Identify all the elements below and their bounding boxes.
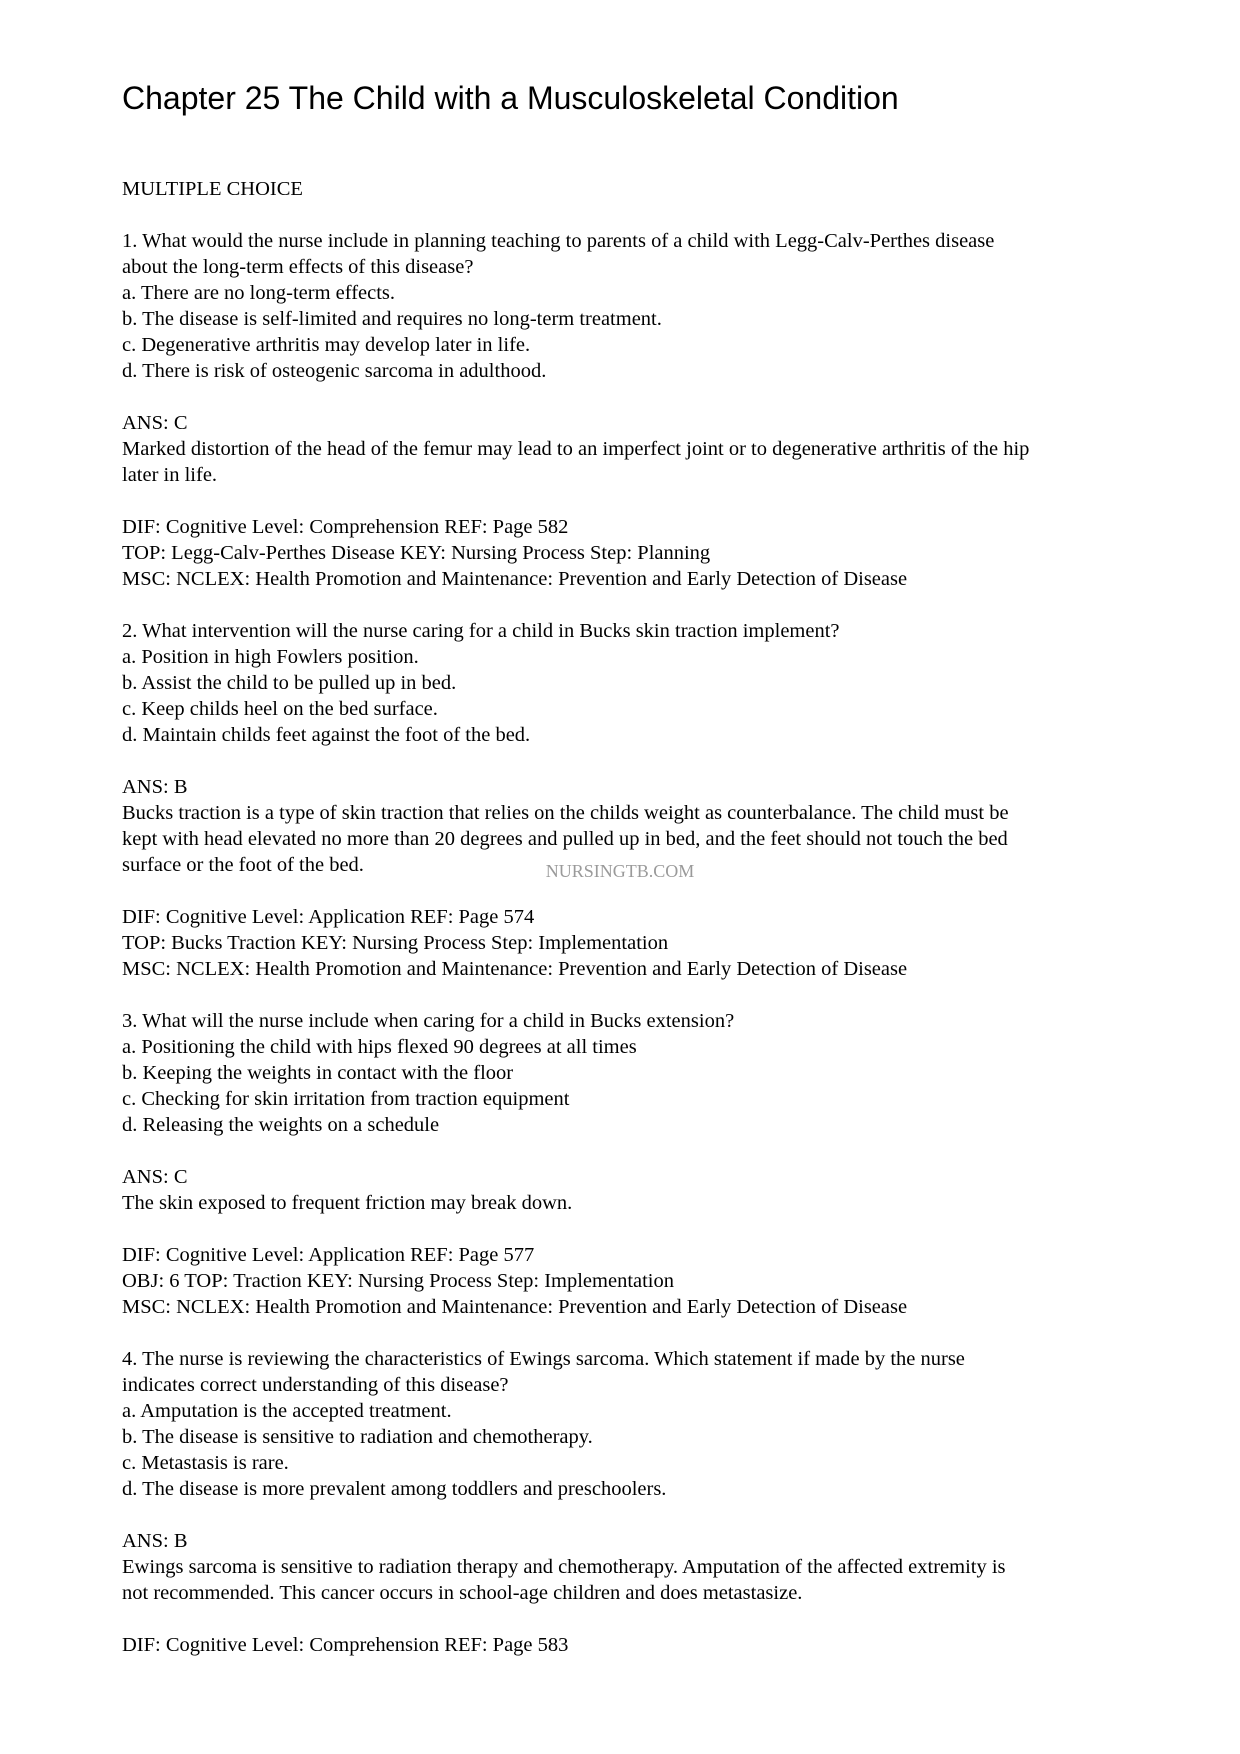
answer-option: d. Releasing the weights on a schedule	[122, 1114, 440, 1136]
question-1	[122, 228, 1122, 384]
rationale-text: later in life.	[122, 464, 218, 486]
answer-rationale	[122, 410, 1122, 488]
question-metadata	[122, 1242, 1122, 1320]
rationale-text: Bucks traction is a type of skin traction that relies on the childs weight as counterbalance. The child must be	[122, 802, 1009, 824]
answer-option: c. Keep childs heel on the bed surface.	[122, 698, 438, 720]
answer-rationale	[122, 1164, 1122, 1216]
metadata-line: TOP: Bucks Traction KEY: Nursing Process Step: Implementation	[122, 932, 669, 954]
rationale-text: Marked distortion of the head of the femur may lead to an imperfect joint or to degenerative arthritis of the hip	[122, 438, 1030, 460]
answer-option: c. Degenerative arthritis may develop later in life.	[122, 334, 531, 356]
question-3	[122, 1008, 1122, 1138]
rationale-text: kept with head elevated no more than 20 degrees and pulled up in bed, and the feet should not touch the bed	[122, 828, 1008, 850]
question-list	[122, 228, 1122, 1658]
rationale-text: not recommended. This cancer occurs in school-age children and does metastasize.	[122, 1582, 803, 1604]
answer-key: ANS: B	[122, 1530, 188, 1552]
question-stem: 4. The nurse is reviewing the characteristics of Ewings sarcoma. Which statement if made by the nurse	[122, 1348, 965, 1370]
section-heading: MULTIPLE CHOICE	[122, 178, 303, 200]
answer-option: c. Metastasis is rare.	[122, 1452, 289, 1474]
rationale-text: surface or the foot of the bed.	[122, 854, 364, 876]
answer-rationale	[122, 1528, 1122, 1606]
watermark: NURSINGTB.COM	[545, 861, 695, 881]
metadata-line: TOP: Legg-Calv-Perthes Disease KEY: Nursing Process Step: Planning	[122, 542, 711, 564]
answer-option: b. Keeping the weights in contact with the floor	[122, 1062, 514, 1084]
answer-option: d. The disease is more prevalent among toddlers and preschoolers.	[122, 1478, 667, 1500]
question-stem: 1. What would the nurse include in planning teaching to parents of a child with Legg-Calv-Perthes disease	[122, 230, 995, 252]
answer-option: a. Amputation is the accepted treatment.	[122, 1400, 452, 1422]
answer-key: ANS: B	[122, 776, 188, 798]
document-body	[122, 176, 1122, 1684]
metadata-line: DIF: Cognitive Level: Comprehension REF: Page 583	[122, 1634, 569, 1656]
answer-key: ANS: C	[122, 1166, 188, 1188]
question-stem: about the long-term effects of this disease?	[122, 256, 474, 278]
metadata-line: DIF: Cognitive Level: Application REF: Page 574	[122, 906, 535, 928]
answer-option: b. The disease is self-limited and requires no long-term treatment.	[122, 308, 662, 330]
rationale-text: The skin exposed to frequent friction may break down.	[122, 1192, 573, 1214]
question-stem: 3. What will the nurse include when caring for a child in Bucks extension?	[122, 1010, 735, 1032]
answer-key: ANS: C	[122, 412, 188, 434]
answer-option: a. Positioning the child with hips flexed 90 degrees at all times	[122, 1036, 637, 1058]
metadata-line: MSC: NCLEX: Health Promotion and Maintenance: Prevention and Early Detection of Disease	[122, 958, 908, 980]
question-2	[122, 618, 1122, 748]
metadata-line: OBJ: 6 TOP: Traction KEY: Nursing Process Step: Implementation	[122, 1270, 674, 1292]
answer-option: b. The disease is sensitive to radiation and chemotherapy.	[122, 1426, 593, 1448]
metadata-line: MSC: NCLEX: Health Promotion and Maintenance: Prevention and Early Detection of Disease	[122, 1296, 908, 1318]
metadata-line: DIF: Cognitive Level: Comprehension REF: Page 582	[122, 516, 569, 538]
metadata-line: MSC: NCLEX: Health Promotion and Maintenance: Prevention and Early Detection of Disease	[122, 568, 908, 590]
question-stem: 2. What intervention will the nurse caring for a child in Bucks skin traction implement?	[122, 620, 840, 642]
page-title: Chapter 25 The Child with a Musculoskeletal Condition	[122, 80, 899, 116]
answer-option: c. Checking for skin irritation from traction equipment	[122, 1088, 570, 1110]
question-metadata	[122, 1632, 1122, 1658]
answer-option: d. Maintain childs feet against the foot of the bed.	[122, 724, 531, 746]
answer-option: a. Position in high Fowlers position.	[122, 646, 419, 668]
question-stem: indicates correct understanding of this disease?	[122, 1374, 509, 1396]
answer-option: d. There is risk of osteogenic sarcoma in adulthood.	[122, 360, 547, 382]
question-metadata	[122, 904, 1122, 982]
answer-option: a. There are no long-term effects.	[122, 282, 396, 304]
answer-option: b. Assist the child to be pulled up in bed.	[122, 672, 457, 694]
question-4	[122, 1346, 1122, 1502]
rationale-text: Ewings sarcoma is sensitive to radiation therapy and chemotherapy. Amputation of the affected extremity is	[122, 1556, 1006, 1578]
question-metadata	[122, 514, 1122, 592]
metadata-line: DIF: Cognitive Level: Application REF: Page 577	[122, 1244, 535, 1266]
